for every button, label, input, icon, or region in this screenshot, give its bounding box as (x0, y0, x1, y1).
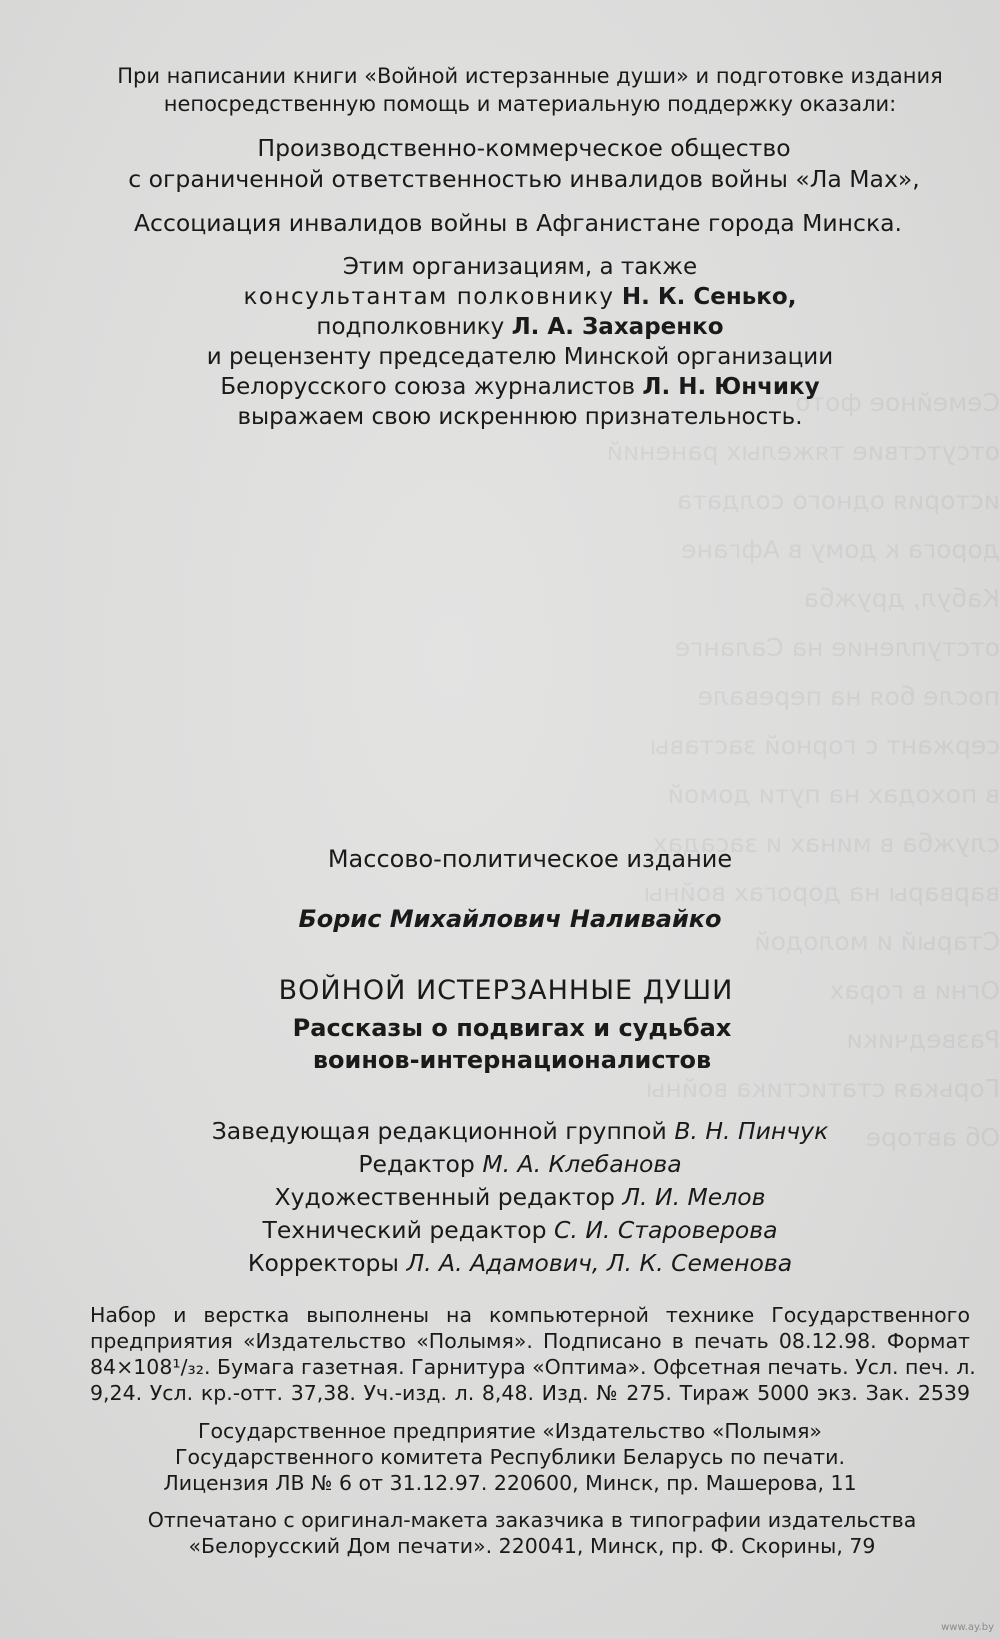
print-spec-line: Набор и верстка выполнены на компьютерной технике Государственного (90, 1303, 970, 1327)
show-through-line: служба в минах и засадах (652, 829, 1000, 858)
consultant-name: Л. А. Захаренко (511, 314, 724, 340)
consultant-role: консультантам полковнику (243, 284, 615, 310)
print-spec-line: 9,24. Усл. кр.-отт. 37,38. Уч.-изд. л. 8,48. Изд. № 275. Тираж 5000 экз. Зак. 2539 (90, 1381, 970, 1405)
thanks-line: выражаем свою искреннюю признательность. (237, 404, 803, 430)
reviewer-role: Белорусского союза журналистов (220, 374, 636, 400)
thanks-line (20, 312, 1000, 342)
staff-name: В. Н. Пинчук (674, 1117, 829, 1145)
show-through-line: в походах на пути домой (667, 780, 1000, 809)
acknowledgement-intro-line: При написании книги «Войной истерзанные души» и подготовке издания (117, 64, 943, 88)
thanks-line (20, 372, 1000, 402)
site-watermark: www.ay.by (941, 1622, 994, 1633)
publisher-info (10, 1418, 1000, 1496)
show-through-line: Старый и молодой (754, 927, 1000, 956)
staff-name: М. А. Клебанова (482, 1150, 682, 1178)
publication-genre: Массово-политическое издание (327, 845, 733, 873)
show-through-line: Кабул, дружба (803, 584, 1000, 613)
staff-line (20, 1214, 1000, 1247)
book-subtitle-line: Рассказы о подвигах и судьбах (292, 1014, 732, 1042)
show-through-line: Разведчики (846, 1025, 1000, 1054)
thanks-line: Этим организациям, а также (342, 254, 698, 280)
thanks-paragraph (20, 252, 1000, 432)
staff-role: Заведующая редакционной группой (211, 1117, 667, 1145)
show-through-line: варвары на дорогах войны (643, 878, 1000, 907)
print-spec-line: предприятия «Издательство «Полымя». Подписано в печать 08.12.98. Формат (90, 1329, 970, 1353)
show-through-line: Об авторе (865, 1123, 1000, 1152)
staff-line (20, 1148, 1000, 1181)
staff-name: Л. И. Мелов (622, 1183, 766, 1211)
sponsor-organization-line: с ограниченной ответственностью инвалидов войны «Ла Мах», (128, 165, 920, 193)
staff-name: С. И. Староверова (554, 1216, 778, 1244)
staff-role: Технический редактор (262, 1216, 547, 1244)
staff-role: Корректоры (247, 1249, 399, 1277)
staff-role: Художественный редактор (274, 1183, 615, 1211)
print-specifications (90, 1302, 976, 1406)
sponsor-organization-line: Производственно-коммерческое общество (257, 134, 791, 162)
show-through-line: Семейное фото (795, 388, 1000, 417)
sponsor-association-line: Ассоциация инвалидов войны в Афганистане города Минска. (133, 209, 903, 237)
staff-role: Редактор (358, 1150, 475, 1178)
book-subtitle (12, 1012, 1000, 1076)
author-name: Борис Михайлович Наливайко (298, 905, 722, 933)
printer-line: «Белорусский Дом печати». 220041, Минск, пр. Ф. Скорины, 79 (188, 1534, 876, 1558)
sponsor-association (18, 208, 1000, 239)
show-through-line: Огни в горах (829, 976, 1000, 1005)
show-through-line: сержант с горной заставы (649, 731, 1000, 760)
book-title: ВОЙНОЙ ИСТЕРЗАННЫЕ ДУШИ (278, 975, 734, 1006)
sponsor-organization (24, 133, 1000, 195)
print-spec-line: 84×108¹/₃₂. Бумага газетная. Гарнитура «Оптима». Офсетная печать. Усл. печ. л. (90, 1355, 976, 1379)
show-through-line: история одного солдата (676, 486, 1000, 515)
reviewer-name: Л. Н. Юнчику (642, 374, 820, 400)
staff-line (20, 1115, 1000, 1148)
thanks-line (20, 282, 1000, 312)
show-through-line: отсутствие тяжелых ранений (606, 437, 1000, 466)
editorial-staff (20, 1115, 1000, 1280)
staff-line (20, 1181, 1000, 1214)
show-through-line: отступление на Саланге (674, 633, 1000, 662)
show-through-line: Горькая статистика войны (645, 1074, 1000, 1103)
printer-line: Отпечатано с оригинал-макета заказчика в типографии издательства (147, 1508, 917, 1532)
show-through-line: после боя на перевале (697, 682, 1000, 711)
consultant-role: подполковнику (316, 314, 505, 340)
thanks-line: и рецензенту председателю Минской организации (206, 344, 834, 370)
acknowledgement-intro (30, 62, 1000, 118)
printer-info (32, 1507, 1000, 1559)
publisher-line: Государственного комитета Республики Беларусь по печати. (175, 1445, 845, 1469)
show-through-line: дорога к дому в Афгане (681, 535, 1000, 564)
book-subtitle-line: воинов-интернационалистов (312, 1046, 712, 1074)
publisher-line: Лицензия ЛВ № 6 от 31.12.97. 220600, Минск, пр. Машерова, 11 (163, 1471, 857, 1495)
staff-line (20, 1247, 1000, 1280)
staff-name: Л. А. Адамович, Л. К. Семенова (406, 1249, 793, 1277)
acknowledgement-intro-line: непосредственную помощь и материальную поддержку оказали: (163, 92, 897, 116)
publisher-line: Государственное предприятие «Издательство «Полымя» (198, 1419, 822, 1443)
consultant-name: Н. К. Сенько, (621, 284, 797, 310)
